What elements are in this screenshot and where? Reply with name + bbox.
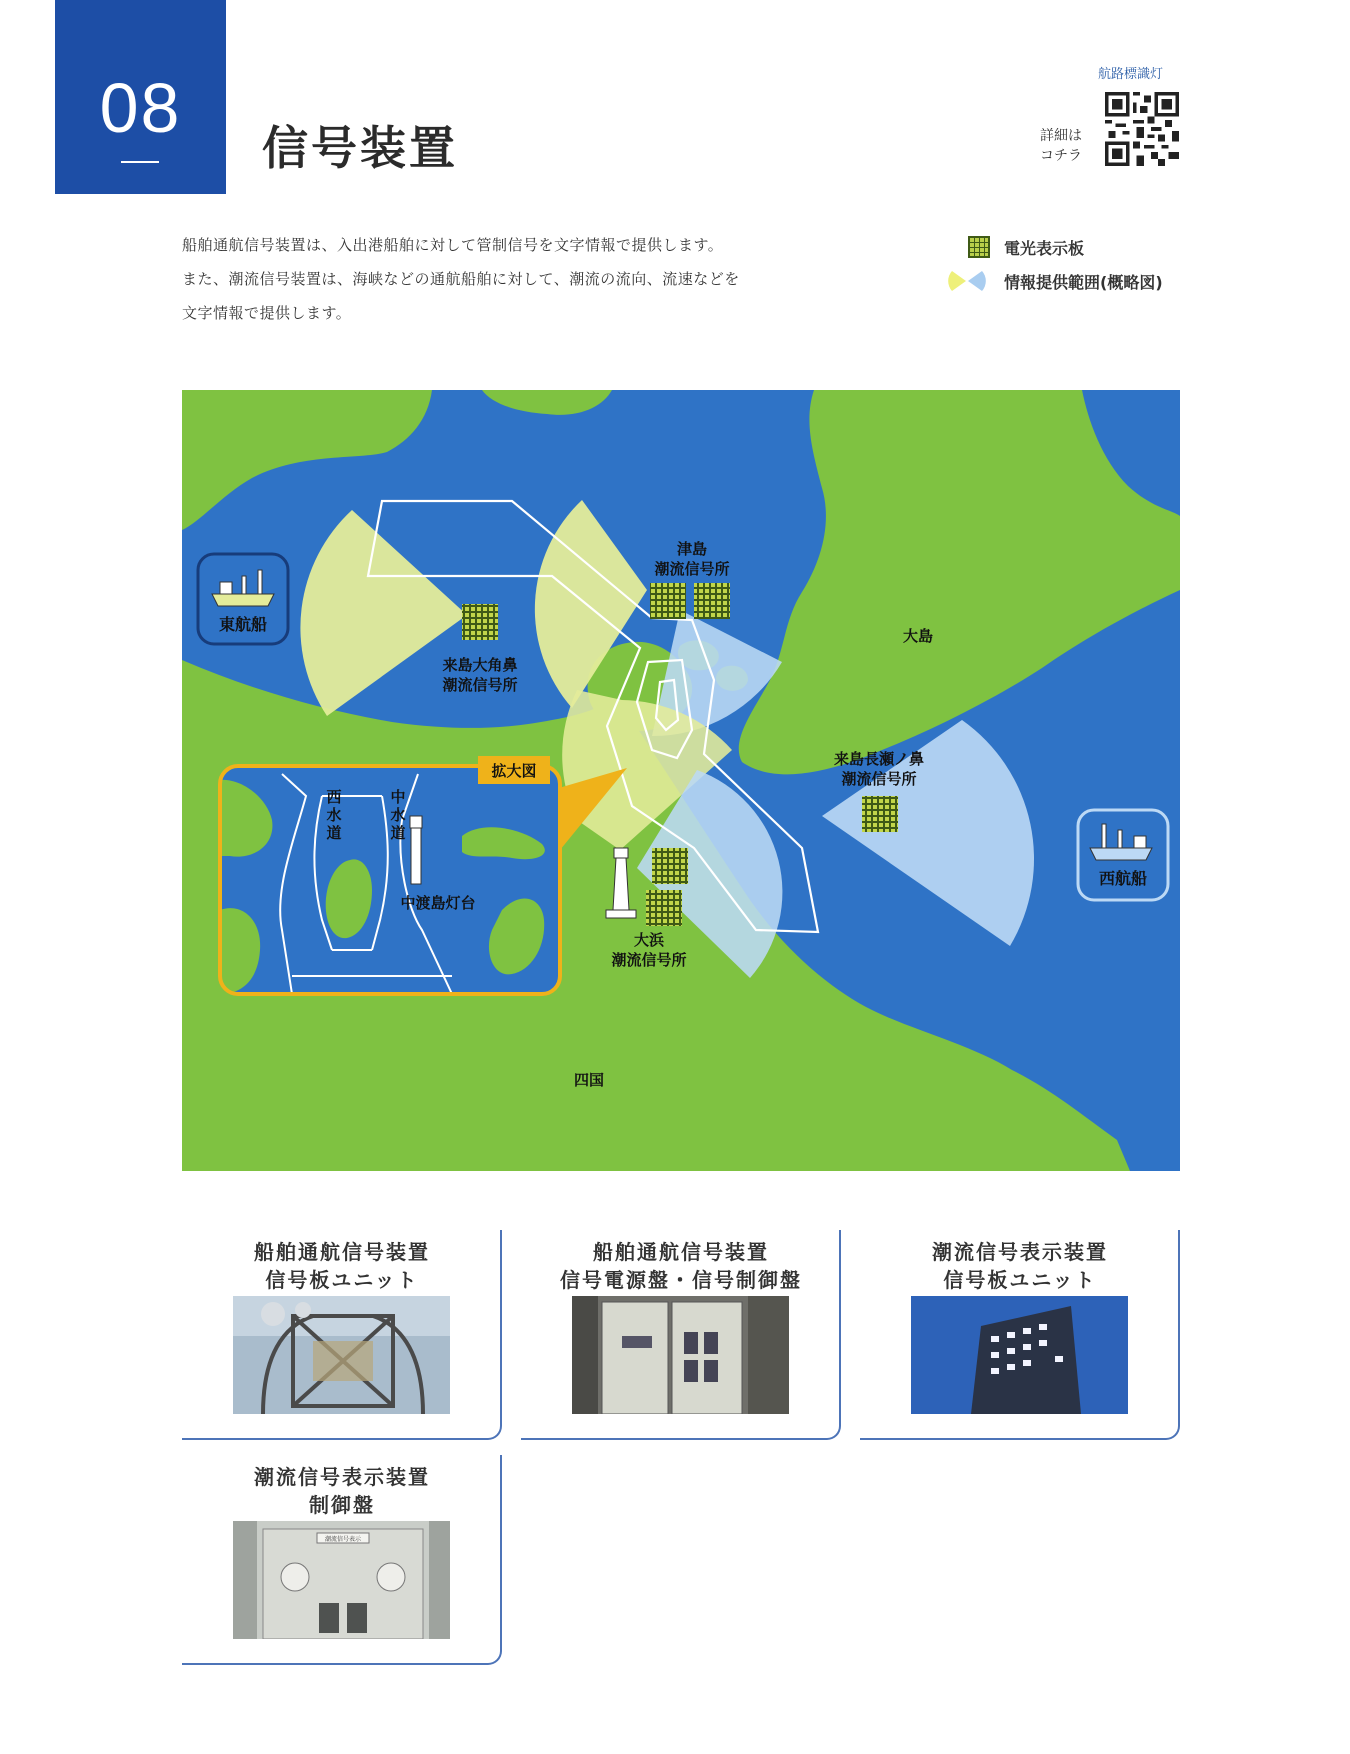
lit-signal-board-photo xyxy=(911,1296,1128,1414)
card-title-line: 信号電源盤・信号制御盤 xyxy=(560,1268,802,1292)
strait-map xyxy=(182,390,1180,1171)
signal-board xyxy=(694,583,730,619)
qr-code-icon[interactable] xyxy=(1105,92,1179,166)
card-title xyxy=(860,1238,1180,1294)
qr-note-line: コチラ xyxy=(1040,148,1082,164)
photo-card xyxy=(860,1230,1180,1440)
card-title-line: 潮流信号表示装置 xyxy=(254,1465,430,1489)
legend-range-label: 情報提供範囲(概略図) xyxy=(1004,272,1163,292)
oshima-label: 大島 xyxy=(902,627,934,645)
card-title xyxy=(182,1463,502,1519)
tsushima-name: 津島 xyxy=(676,540,708,558)
signal-board xyxy=(462,604,498,640)
legend-board-label: 電光表示板 xyxy=(1004,238,1085,258)
range-fan-icon xyxy=(940,270,990,292)
signal-board-tower-photo xyxy=(233,1296,450,1414)
intro-line: 船舶通航信号装置は、入出港船舶に対して管制信号を文字情報で提供します。 xyxy=(182,236,724,254)
page-title: 信号装置 xyxy=(262,121,458,175)
nagase-name: 来島長瀬ノ鼻 xyxy=(833,750,925,768)
card-title-line: 船舶通航信号装置 xyxy=(593,1240,769,1264)
section-number-underline xyxy=(121,161,159,163)
card-title-line: 信号板ユニット xyxy=(943,1268,1097,1292)
control-room-sign: 潮流信号表示 xyxy=(324,1536,362,1543)
qr-note-line: 詳細は xyxy=(1040,128,1082,144)
east-bound-ship-box xyxy=(198,554,288,644)
signal-board-icon xyxy=(940,236,990,258)
osumi-name: 来島大角鼻 xyxy=(442,656,518,674)
signal-board xyxy=(862,796,898,832)
map-legend xyxy=(940,230,1163,298)
inset-lighthouse-icon xyxy=(410,816,422,884)
ohama-name: 大浜 xyxy=(633,931,665,949)
intro-text xyxy=(182,228,822,330)
tsushima-station: 潮流信号所 xyxy=(654,560,730,578)
lighthouse-label: 中渡島灯台 xyxy=(400,894,476,912)
west-channel-label: 水 xyxy=(326,806,342,824)
control-panel-photo xyxy=(572,1296,789,1414)
west-channel-label: 西 xyxy=(326,788,342,806)
card-title-line: 船舶通航信号装置 xyxy=(254,1240,430,1264)
card-title xyxy=(182,1238,502,1294)
signal-board xyxy=(646,890,682,926)
card-title xyxy=(521,1238,841,1294)
nagase-station: 潮流信号所 xyxy=(841,770,917,788)
section-number: 08 xyxy=(99,69,182,147)
section-number-block xyxy=(55,0,226,194)
qr-note xyxy=(1040,126,1082,166)
legend-range xyxy=(940,264,1163,298)
signal-board xyxy=(652,848,688,884)
photo-card xyxy=(182,1455,502,1665)
intro-line: 文字情報で提供します。 xyxy=(182,304,352,322)
ohama-station: 潮流信号所 xyxy=(611,951,687,969)
intro-line: また、潮流信号装置は、海峡などの通航船舶に対して、潮流の流向、流速などを xyxy=(182,270,740,288)
mid-channel-label: 道 xyxy=(390,824,406,842)
east-ship-label: 東航船 xyxy=(218,615,268,634)
card-title-line: 潮流信号表示装置 xyxy=(932,1240,1108,1264)
mid-channel-label: 水 xyxy=(390,806,406,824)
west-ship-label: 西航船 xyxy=(1098,869,1148,888)
photo-card xyxy=(521,1230,841,1440)
shikoku-label: 四国 xyxy=(573,1071,605,1089)
card-title-line: 信号板ユニット xyxy=(265,1268,419,1292)
west-bound-ship-box xyxy=(1078,810,1168,900)
qr-caption: 航路標識灯 xyxy=(1098,67,1164,82)
inset-tag-label: 拡大図 xyxy=(491,762,537,780)
osumi-station: 潮流信号所 xyxy=(442,676,518,694)
signal-board xyxy=(650,583,686,619)
card-title-line: 制御盤 xyxy=(309,1493,375,1517)
legend-board xyxy=(940,230,1163,264)
west-channel-label: 道 xyxy=(326,824,342,842)
control-room-photo xyxy=(233,1521,450,1639)
photo-card xyxy=(182,1230,502,1440)
mid-channel-label: 中 xyxy=(390,788,406,806)
